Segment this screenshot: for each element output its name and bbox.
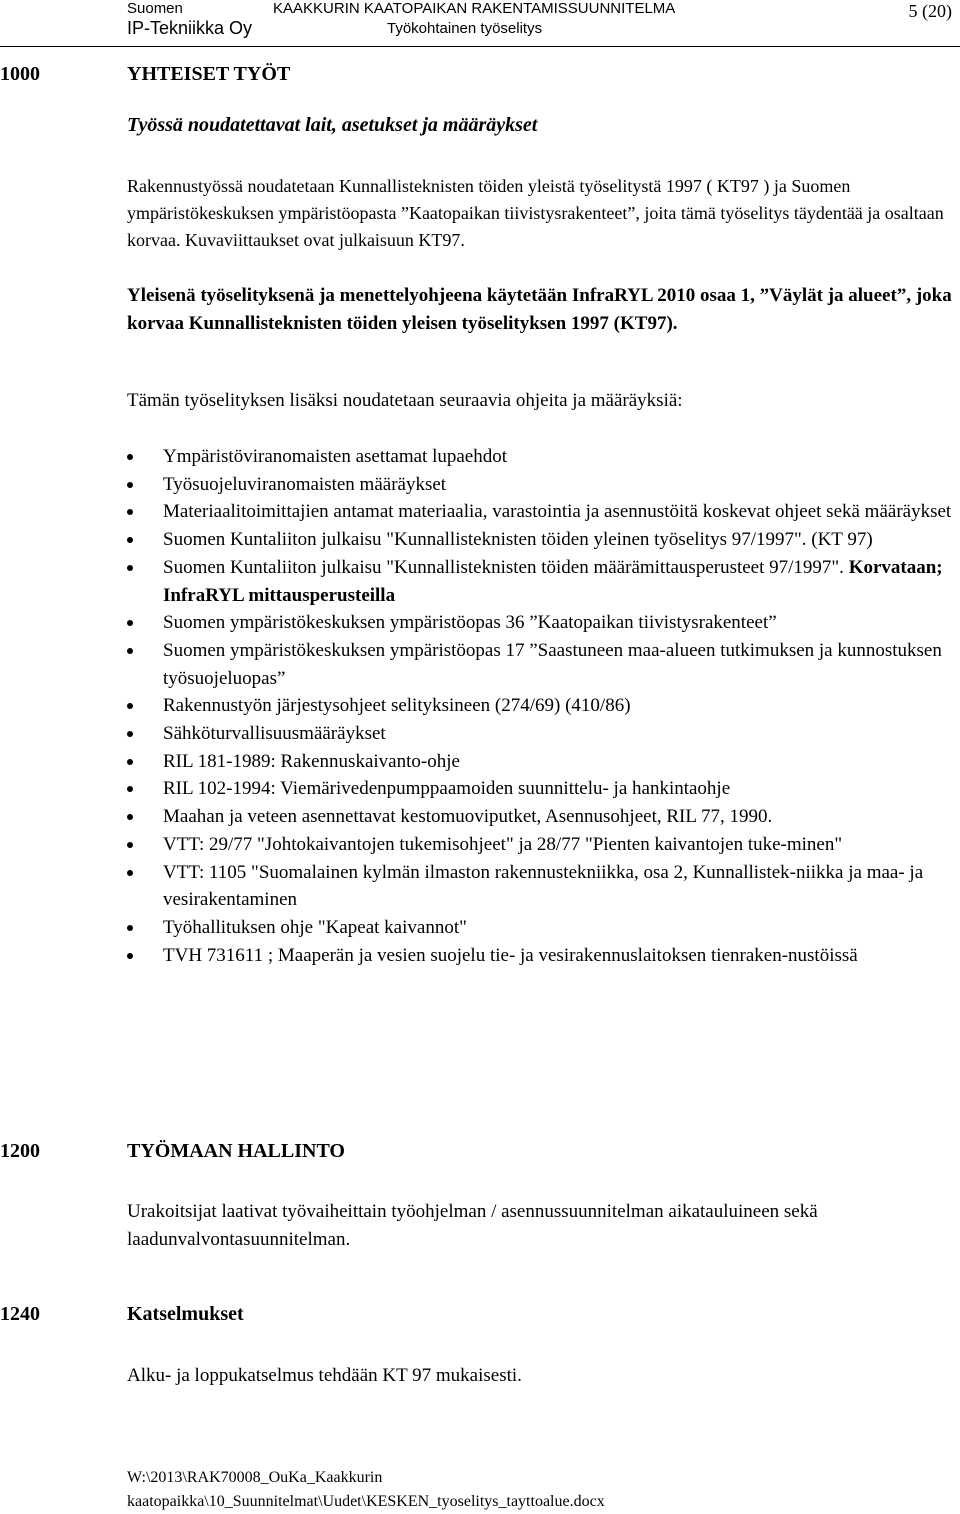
bullet-icon (127, 759, 133, 765)
section-1240-text: Alku- ja loppukatselmus tehdään KT 97 mukaisesti. (127, 1365, 522, 1386)
section-1000-subtitle: Työssä noudatettavat lait, asetukset ja määräykset (127, 114, 538, 136)
regulation-text: Suomen ympäristökeskuksen ympäristöopas 36 ”Kaatopaikan tiivistysrakenteet” (163, 612, 777, 634)
section-1200-number: 1200 (0, 1140, 40, 1162)
regulation-list-item (127, 526, 957, 554)
regulation-text: Suomen Kuntaliiton julkaisu "Kunnallisteknisten töiden yleinen työselitys 97/1997". (KT 97) (163, 529, 873, 551)
regulation-list-item (127, 831, 957, 859)
section-1000-paragraph-2: Yleisenä työselityksenä ja menettelyohjeena käytetään InfraRYL 2010 osaa 1, ”Väylät ja alueet”, joka korvaa Kunnallisteknisten töiden yleisen työselityksen 1997 (KT97). (127, 285, 952, 334)
footer-path-line-2: kaatopaikka\10_Suunnitelmat\Uudet\KESKEN_tyoselitys_tayttoalue.docx (127, 1493, 605, 1510)
regulation-list-item (127, 471, 957, 499)
page-footer (127, 1466, 605, 1514)
bullet-icon (127, 620, 133, 626)
bullet-icon (127, 731, 133, 737)
regulation-list-item (127, 914, 957, 942)
regulation-text: VTT: 1105 "Suomalainen kylmän ilmaston rakennustekniikka, osa 2, Kunnallistek-niikka ja maa- ja vesirakentaminen (163, 861, 924, 911)
regulation-list-item (127, 775, 957, 803)
regulation-text: Työhallituksen ohje "Kapeat kaivannot" (163, 916, 467, 938)
bullet-icon (127, 537, 133, 543)
regulation-text: Rakennustyön järjestysohjeet selityksineen (274/69) (410/86) (163, 695, 631, 717)
regulation-list-item (127, 637, 957, 692)
bullet-icon (127, 703, 133, 709)
bullet-icon (127, 482, 133, 488)
regulation-list-item (127, 554, 957, 609)
regulation-text: RIL 181-1989: Rakennuskaivanto-ohje (163, 750, 460, 772)
regulation-text: TVH 731611 ; Maaperän ja vesien suojelu tie- ja vesirakennuslaitoksen tienraken-nustöissä (163, 944, 858, 966)
regulation-bold-note: Korvataan; InfraRYL mittausperusteilla (163, 556, 943, 606)
regulation-text: Ympäristöviranomaisten asettamat lupaehdot (163, 446, 508, 467)
regulation-list-item (127, 859, 957, 914)
header-doc-type: Työkohtainen työselitys (387, 20, 543, 37)
footer-path-line-1: W:\2013\RAK70008_OuKa_Kaakkurin (127, 1469, 383, 1486)
bullet-icon (127, 648, 133, 654)
page-number: 5 (20) (908, 1, 952, 21)
regulation-list-item (127, 803, 957, 831)
regulation-list-item (127, 443, 957, 471)
header-company: IP-Tekniikka Oy (127, 18, 253, 38)
page-header (0, 0, 960, 52)
header-project: KAAKKURIN KAATOPAIKAN RAKENTAMISSUUNNITELMA (273, 0, 676, 17)
section-1000-paragraph-1: Rakennustyössä noudatetaan Kunnallisteknisten töiden yleistä työselitystä 1997 ( KT97 ) ja Suomen ympäristökeskuksen ympäristöopasta ”Kaatopaikan tiivistysrakenteet”, joita tämä työselitys täydentää ja osaltaan korvaa. Kuvaviittaukset ovat julkaisuun KT97. (127, 176, 944, 250)
regulation-text: RIL 102-1994: Viemärivedenpumppaamoiden suunnittelu- ja hankintaohje (163, 778, 731, 800)
bullet-icon (127, 509, 133, 515)
section-1200-title: TYÖMAAN HALLINTO (127, 1140, 345, 1162)
bullet-icon (127, 842, 133, 848)
bullet-icon (127, 953, 133, 959)
regulation-list-item (127, 942, 957, 970)
bullet-icon (127, 870, 133, 876)
regulation-text: Sähköturvallisuusmääräykset (163, 723, 386, 745)
regulation-list-item (127, 609, 957, 637)
section-1000-number: 1000 (0, 63, 40, 85)
regulation-list-item (127, 748, 957, 776)
section-1240-number: 1240 (0, 1303, 40, 1325)
section-1200-text: Urakoitsijat laativat työvaiheittain työohjelman / asennussuunnitelman aikatauluineen sekä laadunvalvontasuunnitelman. (127, 1201, 818, 1250)
bullet-icon (127, 814, 133, 820)
bullet-icon (127, 565, 133, 571)
section-1240-title: Katselmukset (127, 1303, 244, 1325)
regulations-list (127, 443, 957, 969)
regulation-text: Suomen ympäristökeskuksen ympäristöopas 17 ”Saastuneen maa-alueen tutkimuksen ja kunnostuksen työsuojeluopas” (163, 639, 942, 689)
bullet-icon (127, 925, 133, 931)
regulation-text: VTT: 29/77 "Johtokaivantojen tukemisohjeet" ja 28/77 "Pienten kaivantojen tuke-minen" (163, 833, 843, 855)
section-1000-title: YHTEISET TYÖT (127, 63, 291, 85)
regulation-text: Työsuojeluviranomaisten määräykset (163, 473, 447, 495)
regulation-list-item (127, 498, 957, 526)
bullet-icon (127, 786, 133, 792)
bullet-icon (127, 454, 133, 460)
regulation-text: Maahan ja veteen asennettavat kestomuoviputket, Asennusohjeet, RIL 77, 1990. (163, 806, 773, 828)
regulation-list-item (127, 692, 957, 720)
regulation-list-item (127, 720, 957, 748)
regulation-text: Materiaalitoimittajien antamat materiaalia, varastointia ja asennustöitä koskevat ohjeet sekä määräykset (163, 501, 952, 523)
section-1000-paragraph-3: Tämän työselityksen lisäksi noudatetaan seuraavia ohjeita ja määräyksiä: (127, 390, 683, 411)
header-client: Suomen (127, 0, 183, 17)
regulation-text: Suomen Kuntaliiton julkaisu "Kunnallisteknisten töiden määrämittausperusteet 97/1997". (163, 556, 849, 578)
header-divider (0, 46, 960, 47)
